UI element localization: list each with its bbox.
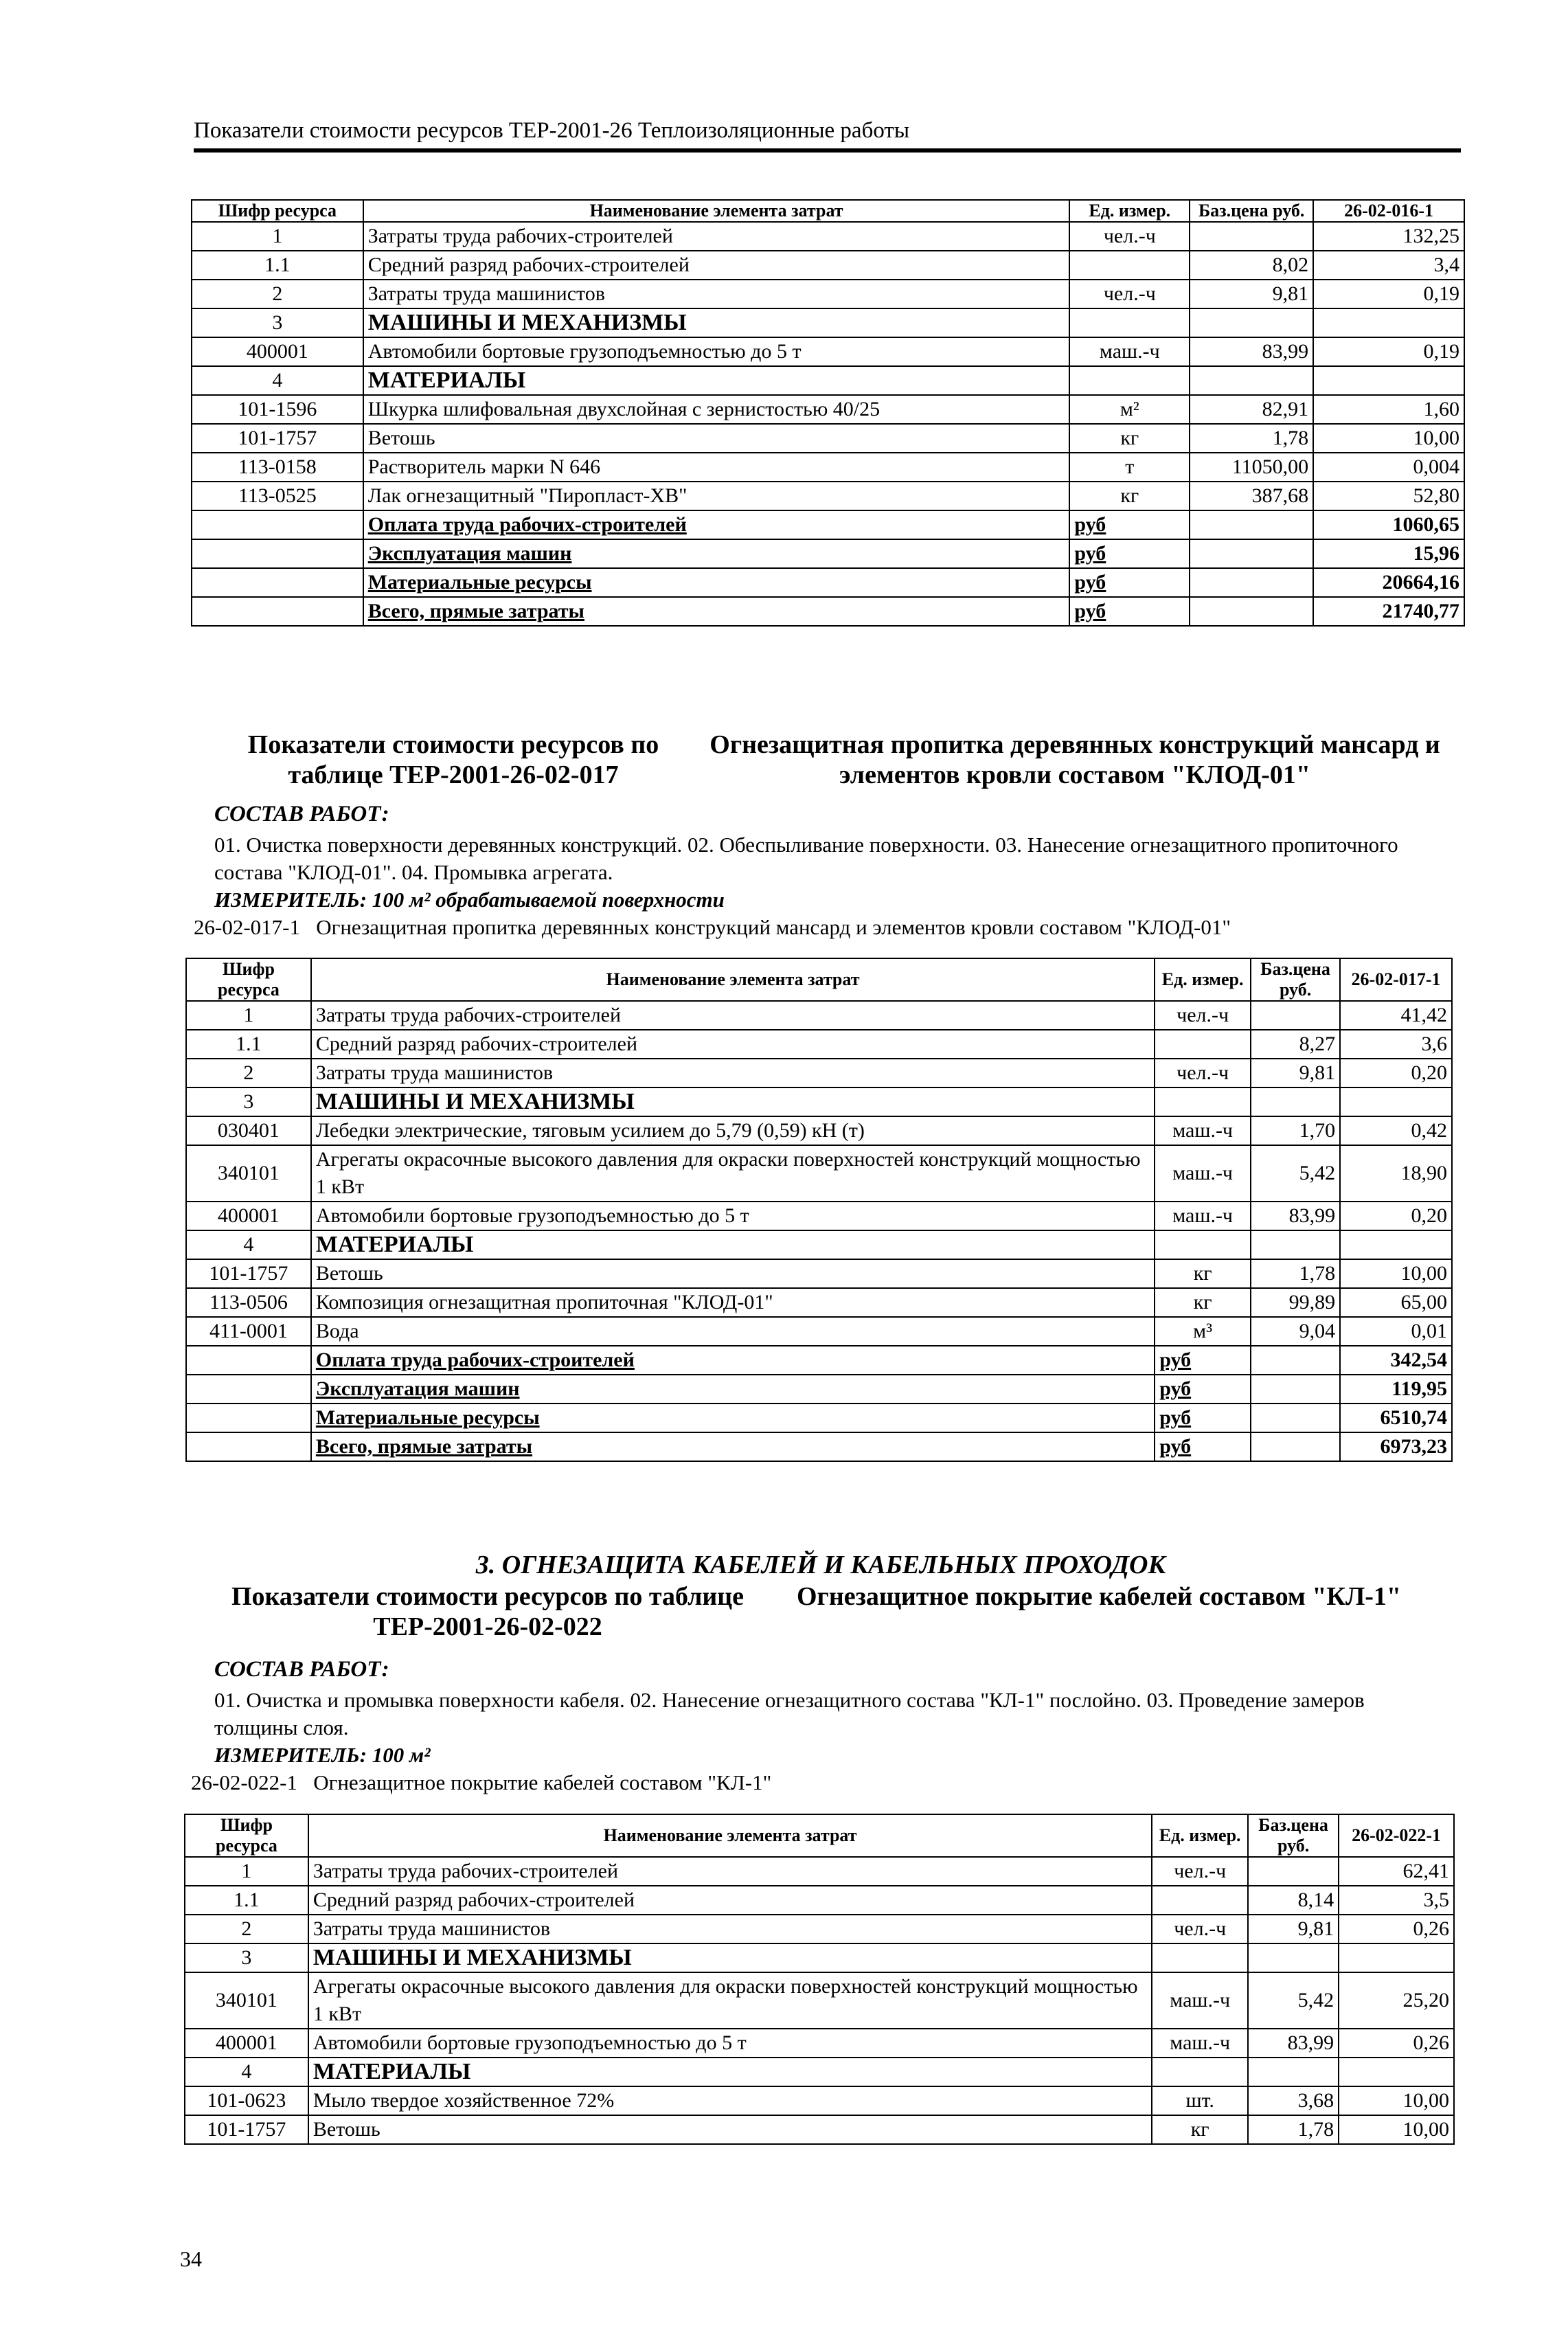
base-price-cell <box>1248 1857 1339 1886</box>
table-row <box>192 424 1464 453</box>
base-price-cell: 1,78 <box>1248 2115 1339 2144</box>
section-heading: МАШИНЫ И МЕХАНИЗМЫ <box>308 1943 1152 1972</box>
total-row <box>192 510 1464 539</box>
resource-code: 4 <box>186 1230 311 1259</box>
unit-cell <box>1155 1230 1251 1259</box>
base-price-cell: 8,27 <box>1251 1030 1340 1059</box>
base-price-cell <box>1190 308 1313 337</box>
norm-value-cell: 41,42 <box>1340 1001 1452 1030</box>
column-header: 26-02-016-1 <box>1313 200 1464 222</box>
base-price-cell: 83,99 <box>1251 1202 1340 1230</box>
total-label: Материальные ресурсы <box>363 568 1070 597</box>
unit-cell: чел.-ч <box>1152 1857 1248 1886</box>
unit-cell: м³ <box>1155 1317 1251 1346</box>
resource-code: 101-1596 <box>192 395 363 424</box>
base-price-cell: 83,99 <box>1190 337 1313 366</box>
unit-cell <box>1069 308 1190 337</box>
norm-value-cell: 10,00 <box>1313 424 1464 453</box>
block3-works-text: 01. Очистка и промывка поверхности кабеля. 02. Нанесение огнезащитного состава "КЛ-1" послойно. 03. Проведение замеров толщины слоя. <box>214 1688 1365 1739</box>
block3-meter: ИЗМЕРИТЕЛЬ: 100 м² <box>214 1743 431 1767</box>
total-value: 21740,77 <box>1313 597 1464 626</box>
total-label: Всего, прямые затраты <box>311 1432 1155 1461</box>
column-header: Шифр ресурса <box>192 200 363 222</box>
total-unit: руб <box>1155 1375 1251 1404</box>
unit-cell: маш.-ч <box>1155 1116 1251 1145</box>
running-header: Показатели стоимости ресурсов ТЕР-2001-26 Теплоизоляционные работы <box>194 117 1461 153</box>
resource-code: 113-0506 <box>186 1288 311 1317</box>
column-header: Шифр ресурса <box>186 958 311 1001</box>
norm-value-cell: 0,01 <box>1340 1317 1452 1346</box>
block3-title-right: Огнезащитное покрытие кабелей составом "КЛ-1" <box>797 1582 1402 1611</box>
total-label: Всего, прямые затраты <box>363 597 1070 626</box>
total-blank-cell <box>192 539 363 568</box>
base-price-cell: 1,78 <box>1251 1259 1340 1288</box>
total-row <box>192 597 1464 626</box>
resource-code: 101-0623 <box>185 2086 308 2115</box>
table-row <box>192 482 1464 510</box>
total-value: 6973,23 <box>1340 1432 1452 1461</box>
page-number: 34 <box>180 2246 202 2271</box>
block2-works-text: 01. Очистка поверхности деревянных конструкций. 02. Обеспыливание поверхности. 03. Нанесение огнезащитного пропиточного состава "КЛОД-01". 04. Промывка агрегата. <box>214 833 1398 884</box>
base-price-cell: 11050,00 <box>1190 453 1313 482</box>
total-unit: руб <box>1069 597 1190 626</box>
table-row <box>192 251 1464 280</box>
table-header-row <box>186 958 1452 1001</box>
base-price-cell: 82,91 <box>1190 395 1313 424</box>
table-row <box>185 1886 1454 1915</box>
total-unit: руб <box>1069 539 1190 568</box>
unit-cell <box>1069 366 1190 395</box>
total-value: 342,54 <box>1340 1346 1452 1375</box>
total-blank-cell <box>192 597 363 626</box>
unit-cell <box>1155 1087 1251 1116</box>
cost-element-name: Автомобили бортовые грузоподъемностью до 5 т <box>308 2029 1152 2058</box>
total-value: 20664,16 <box>1313 568 1464 597</box>
section-heading: МАШИНЫ И МЕХАНИЗМЫ <box>311 1087 1155 1116</box>
column-header: Ед. измер. <box>1155 958 1251 1001</box>
base-price-cell <box>1248 2058 1339 2086</box>
total-row <box>186 1404 1452 1432</box>
norm-value-cell: 0,20 <box>1340 1202 1452 1230</box>
total-blank-cell <box>1190 510 1313 539</box>
norm-value-cell: 0,42 <box>1340 1116 1452 1145</box>
column-header: 26-02-017-1 <box>1340 958 1452 1001</box>
resource-code: 340101 <box>186 1145 311 1202</box>
unit-cell: чел.-ч <box>1069 222 1190 251</box>
cost-element-name: Автомобили бортовые грузоподъемностью до 5 т <box>311 1202 1155 1230</box>
table-row <box>192 337 1464 366</box>
cost-element-name: Ветошь <box>308 2115 1152 2144</box>
section-row <box>192 366 1464 395</box>
total-row <box>186 1346 1452 1375</box>
norm-value-cell: 0,20 <box>1340 1059 1452 1087</box>
unit-cell: т <box>1069 453 1190 482</box>
unit-cell: кг <box>1069 482 1190 510</box>
base-price-cell <box>1251 1001 1340 1030</box>
base-price-cell <box>1251 1087 1340 1116</box>
unit-cell: чел.-ч <box>1155 1001 1251 1030</box>
resource-code: 030401 <box>186 1116 311 1145</box>
total-label: Материальные ресурсы <box>311 1404 1155 1432</box>
section-row <box>192 308 1464 337</box>
table-row <box>186 1059 1452 1087</box>
total-value: 1060,65 <box>1313 510 1464 539</box>
resource-code: 101-1757 <box>186 1259 311 1288</box>
base-price-cell: 9,81 <box>1251 1059 1340 1087</box>
total-blank-cell <box>1251 1375 1340 1404</box>
total-blank-cell <box>1190 568 1313 597</box>
cost-element-name: Агрегаты окрасочные высокого давления для окраски поверхностей конструкций мощностью 1 кВт <box>311 1145 1155 1202</box>
unit-cell <box>1155 1030 1251 1059</box>
total-blank-cell <box>1190 597 1313 626</box>
total-value: 15,96 <box>1313 539 1464 568</box>
table-row <box>186 1145 1452 1202</box>
table-row <box>192 222 1464 251</box>
section-heading: МАТЕРИАЛЫ <box>363 366 1070 395</box>
table-row <box>186 1030 1452 1059</box>
section-heading: МАШИНЫ И МЕХАНИЗМЫ <box>363 308 1070 337</box>
norm-value-cell <box>1339 1943 1454 1972</box>
total-blank-cell <box>186 1346 311 1375</box>
norm-value-cell <box>1340 1230 1452 1259</box>
table-row <box>186 1116 1452 1145</box>
norm-value-cell: 65,00 <box>1340 1288 1452 1317</box>
block2-meter: ИЗМЕРИТЕЛЬ: 100 м² обрабатываемой поверхности <box>214 888 725 912</box>
column-header: Баз.цена руб. <box>1248 1814 1339 1857</box>
resource-table-26-02-016 <box>191 199 1465 627</box>
cost-element-name: Затраты труда машинистов <box>363 280 1070 308</box>
table-row <box>185 1915 1454 1943</box>
cost-element-name: Затраты труда рабочих-строителей <box>311 1001 1155 1030</box>
section-row <box>185 2058 1454 2086</box>
total-row <box>192 539 1464 568</box>
base-price-cell: 1,78 <box>1190 424 1313 453</box>
cost-element-name: Автомобили бортовые грузоподъемностью до 5 т <box>363 337 1070 366</box>
resource-code: 1 <box>186 1001 311 1030</box>
cost-element-name: Затраты труда машинистов <box>308 1915 1152 1943</box>
column-header: Шифр ресурса <box>185 1814 308 1857</box>
table-row <box>186 1202 1452 1230</box>
norm-value-cell: 18,90 <box>1340 1145 1452 1202</box>
cost-element-name: Ветошь <box>311 1259 1155 1288</box>
norm-value-cell <box>1339 2058 1454 2086</box>
resource-code: 400001 <box>192 337 363 366</box>
cost-element-name: Шкурка шлифовальная двухслойная с зернистостью 40/25 <box>363 395 1070 424</box>
total-unit: руб <box>1155 1404 1251 1432</box>
resource-code: 3 <box>186 1087 311 1116</box>
base-price-cell <box>1251 1230 1340 1259</box>
total-row <box>192 568 1464 597</box>
cost-element-name: Затраты труда рабочих-строителей <box>308 1857 1152 1886</box>
unit-cell: чел.-ч <box>1155 1059 1251 1087</box>
cost-element-name: Лебедки электрические, тяговым усилием до 5,79 (0,59) кН (т) <box>311 1116 1155 1145</box>
resource-code: 1 <box>192 222 363 251</box>
resource-code: 113-0525 <box>192 482 363 510</box>
cost-element-name: Средний разряд рабочих-строителей <box>311 1030 1155 1059</box>
unit-cell: маш.-ч <box>1155 1202 1251 1230</box>
column-header: Ед. измер. <box>1152 1814 1248 1857</box>
resource-code: 2 <box>185 1915 308 1943</box>
base-price-cell: 9,04 <box>1251 1317 1340 1346</box>
total-row <box>186 1375 1452 1404</box>
total-blank-cell <box>1251 1404 1340 1432</box>
base-price-cell: 3,68 <box>1248 2086 1339 2115</box>
resource-table-26-02-017 <box>185 958 1453 1462</box>
base-price-cell <box>1190 222 1313 251</box>
resource-code: 400001 <box>186 1202 311 1230</box>
block3-works-label: СОСТАВ РАБОТ: <box>214 1657 389 1682</box>
norm-value-cell <box>1313 308 1464 337</box>
column-header: Ед. измер. <box>1069 200 1190 222</box>
base-price-cell: 8,14 <box>1248 1886 1339 1915</box>
total-unit: руб <box>1069 510 1190 539</box>
norm-value-cell <box>1313 366 1464 395</box>
block3-code-line: 26-02-022-1 Огнезащитное покрытие кабелей составом "КЛ-1" <box>191 1770 772 1794</box>
unit-cell <box>1152 1943 1248 1972</box>
unit-cell <box>1069 251 1190 280</box>
norm-value-cell: 52,80 <box>1313 482 1464 510</box>
block2-title-right: Огнезащитная пропитка деревянных конструкций мансард и элементов кровли составом "КЛОД-01" <box>709 730 1440 789</box>
total-unit: руб <box>1155 1346 1251 1375</box>
total-blank-cell <box>186 1404 311 1432</box>
base-price-cell <box>1190 366 1313 395</box>
resource-code: 4 <box>185 2058 308 2086</box>
total-blank-cell <box>1251 1346 1340 1375</box>
resource-code: 340101 <box>185 1972 308 2029</box>
cost-element-name: Растворитель марки N 646 <box>363 453 1070 482</box>
block3-title-left: Показатели стоимости ресурсов по таблице ТЕР-2001-26-02-022 <box>231 1582 745 1641</box>
table-row <box>185 2029 1454 2058</box>
total-label: Оплата труда рабочих-строителей <box>363 510 1070 539</box>
unit-cell <box>1152 2058 1248 2086</box>
total-label: Эксплуатация машин <box>363 539 1070 568</box>
resource-code: 1.1 <box>192 251 363 280</box>
total-value: 6510,74 <box>1340 1404 1452 1432</box>
total-blank-cell <box>192 568 363 597</box>
unit-cell: чел.-ч <box>1069 280 1190 308</box>
section-row <box>186 1087 1452 1116</box>
base-price-cell: 9,81 <box>1190 280 1313 308</box>
norm-value-cell: 3,4 <box>1313 251 1464 280</box>
cost-element-name: Вода <box>311 1317 1155 1346</box>
unit-cell <box>1152 1886 1248 1915</box>
norm-value-cell <box>1340 1087 1452 1116</box>
total-unit: руб <box>1069 568 1190 597</box>
column-header: Наименование элемента затрат <box>311 958 1155 1001</box>
resource-code: 101-1757 <box>185 2115 308 2144</box>
total-value: 119,95 <box>1340 1375 1452 1404</box>
base-price-cell <box>1248 1943 1339 1972</box>
cost-element-name: Композиция огнезащитная пропиточная "КЛОД-01" <box>311 1288 1155 1317</box>
table-row <box>186 1259 1452 1288</box>
table-header-row <box>185 1814 1454 1857</box>
unit-cell: кг <box>1152 2115 1248 2144</box>
total-blank-cell <box>1190 539 1313 568</box>
total-blank-cell <box>186 1432 311 1461</box>
norm-value-cell: 10,00 <box>1339 2115 1454 2144</box>
unit-cell: шт. <box>1152 2086 1248 2115</box>
cost-element-name: Средний разряд рабочих-строителей <box>363 251 1070 280</box>
norm-value-cell: 10,00 <box>1340 1259 1452 1288</box>
norm-value-cell: 0,004 <box>1313 453 1464 482</box>
resource-code: 101-1757 <box>192 424 363 453</box>
resource-code: 1 <box>185 1857 308 1886</box>
section-heading: МАТЕРИАЛЫ <box>308 2058 1152 2086</box>
resource-code: 3 <box>192 308 363 337</box>
block2-works-label: СОСТАВ РАБОТ: <box>214 802 389 826</box>
norm-value-cell: 62,41 <box>1339 1857 1454 1886</box>
section-heading: МАТЕРИАЛЫ <box>311 1230 1155 1259</box>
table-row <box>186 1317 1452 1346</box>
base-price-cell: 9,81 <box>1248 1915 1339 1943</box>
resource-code: 1.1 <box>185 1886 308 1915</box>
unit-cell: маш.-ч <box>1152 1972 1248 2029</box>
section3-title: 3. ОГНЕЗАЩИТА КАБЕЛЕЙ И КАБЕЛЬНЫХ ПРОХОДОК <box>475 1551 1166 1579</box>
total-unit: руб <box>1155 1432 1251 1461</box>
table-row <box>192 453 1464 482</box>
table-row <box>192 280 1464 308</box>
norm-value-cell: 3,5 <box>1339 1886 1454 1915</box>
block2-code-line: 26-02-017-1 Огнезащитная пропитка деревянных конструкций мансард и элементов кровли составом "КЛОД-01" <box>194 915 1231 939</box>
column-header: Наименование элемента затрат <box>308 1814 1152 1857</box>
total-blank-cell <box>192 510 363 539</box>
unit-cell: маш.-ч <box>1069 337 1190 366</box>
base-price-cell: 1,70 <box>1251 1116 1340 1145</box>
cost-element-name: Мыло твердое хозяйственное 72% <box>308 2086 1152 2115</box>
resource-code: 3 <box>185 1943 308 1972</box>
resource-code: 113-0158 <box>192 453 363 482</box>
norm-value-cell: 0,26 <box>1339 1915 1454 1943</box>
resource-code: 4 <box>192 366 363 395</box>
base-price-cell: 5,42 <box>1251 1145 1340 1202</box>
column-header: Баз.цена руб. <box>1190 200 1313 222</box>
column-header: Баз.цена руб. <box>1251 958 1340 1001</box>
cost-element-name: Средний разряд рабочих-строителей <box>308 1886 1152 1915</box>
base-price-cell: 387,68 <box>1190 482 1313 510</box>
resource-code: 411-0001 <box>186 1317 311 1346</box>
norm-value-cell: 0,19 <box>1313 280 1464 308</box>
total-blank-cell <box>1251 1432 1340 1461</box>
base-price-cell: 83,99 <box>1248 2029 1339 2058</box>
norm-value-cell: 0,26 <box>1339 2029 1454 2058</box>
unit-cell: маш.-ч <box>1155 1145 1251 1202</box>
resource-table-26-02-022 <box>184 1814 1455 2145</box>
column-header: Наименование элемента затрат <box>363 200 1070 222</box>
resource-code: 2 <box>192 280 363 308</box>
resource-code: 1.1 <box>186 1030 311 1059</box>
table-header-row <box>192 200 1464 222</box>
base-price-cell: 99,89 <box>1251 1288 1340 1317</box>
column-header: 26-02-022-1 <box>1339 1814 1454 1857</box>
table-row <box>185 2086 1454 2115</box>
block2-title-left: Показатели стоимости ресурсов по таблице ТЕР-2001-26-02-017 <box>247 730 659 789</box>
cost-element-name: Агрегаты окрасочные высокого давления для окраски поверхностей конструкций мощностью 1 кВт <box>308 1972 1152 2029</box>
total-blank-cell <box>186 1375 311 1404</box>
unit-cell: кг <box>1155 1288 1251 1317</box>
total-row <box>186 1432 1452 1461</box>
base-price-cell: 5,42 <box>1248 1972 1339 2029</box>
norm-value-cell: 0,19 <box>1313 337 1464 366</box>
table-row <box>186 1288 1452 1317</box>
table-row <box>186 1001 1452 1030</box>
base-price-cell: 8,02 <box>1190 251 1313 280</box>
resource-code: 400001 <box>185 2029 308 2058</box>
table-row <box>185 1857 1454 1886</box>
norm-value-cell: 10,00 <box>1339 2086 1454 2115</box>
unit-cell: маш.-ч <box>1152 2029 1248 2058</box>
unit-cell: м² <box>1069 395 1190 424</box>
cost-element-name: Лак огнезащитный "Пиропласт-ХВ" <box>363 482 1070 510</box>
table-row <box>185 2115 1454 2144</box>
norm-value-cell: 132,25 <box>1313 222 1464 251</box>
cost-element-name: Затраты труда рабочих-строителей <box>363 222 1070 251</box>
section-row <box>185 1943 1454 1972</box>
total-label: Оплата труда рабочих-строителей <box>311 1346 1155 1375</box>
norm-value-cell: 25,20 <box>1339 1972 1454 2029</box>
resource-code: 2 <box>186 1059 311 1087</box>
unit-cell: чел.-ч <box>1152 1915 1248 1943</box>
table-row <box>192 395 1464 424</box>
norm-value-cell: 1,60 <box>1313 395 1464 424</box>
total-label: Эксплуатация машин <box>311 1375 1155 1404</box>
unit-cell: кг <box>1069 424 1190 453</box>
norm-value-cell: 3,6 <box>1340 1030 1452 1059</box>
section-row <box>186 1230 1452 1259</box>
table-row <box>185 1972 1454 2029</box>
cost-element-name: Ветошь <box>363 424 1070 453</box>
cost-element-name: Затраты труда машинистов <box>311 1059 1155 1087</box>
unit-cell: кг <box>1155 1259 1251 1288</box>
